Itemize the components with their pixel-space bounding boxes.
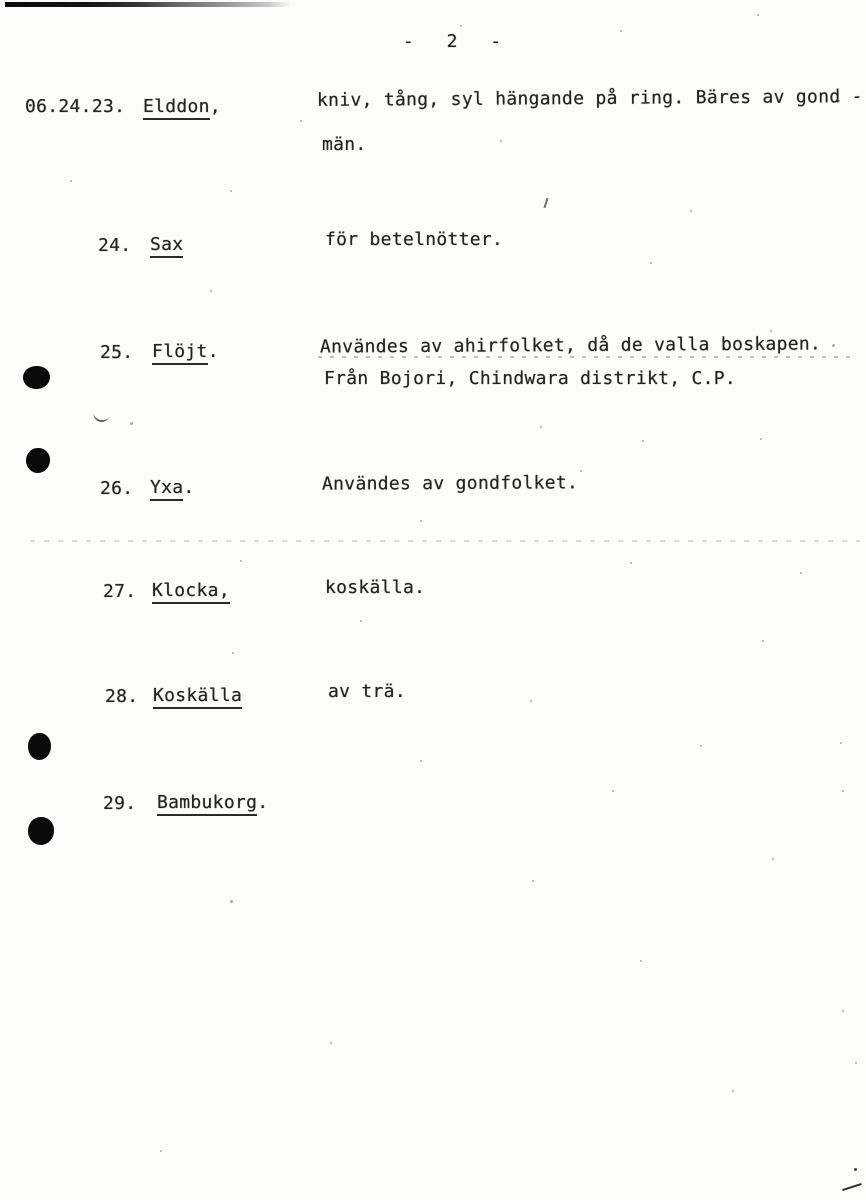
- corner-mark: [842, 1183, 862, 1191]
- entry-description: kniv, tång, syl hängande på ring. Bäres av gond -: [316, 86, 863, 111]
- paper-speck: [650, 262, 652, 264]
- paper-speck: [640, 960, 642, 962]
- paper-speck: [690, 210, 692, 212]
- entry-name: Klocka,: [152, 581, 230, 600]
- paper-speck: [832, 344, 835, 347]
- paper-speck: [232, 652, 234, 654]
- paper-speck: [160, 1150, 162, 1152]
- entry-description: Användes av ahirfolket, då de valla boskapen.: [319, 333, 822, 358]
- hole-punch-mark: [23, 366, 50, 389]
- entry-name: Koskälla: [153, 686, 242, 705]
- paper-speck: [532, 880, 534, 882]
- scan-noise-line: [30, 540, 860, 542]
- entry-name: Bambukorg.: [157, 793, 268, 812]
- paper-speck: [300, 120, 302, 122]
- entry-description: Från Bojori, Chindwara distrikt, C.P.: [324, 368, 737, 389]
- paper-speck: [840, 742, 842, 744]
- paper-speck: [230, 900, 233, 903]
- paper-speck: [800, 572, 802, 574]
- entry-number: 25.: [100, 342, 134, 363]
- hole-punch-mark: [28, 817, 54, 845]
- hole-punch-mark: [26, 448, 50, 473]
- paper-speck: [70, 180, 72, 182]
- paper-speck: [500, 140, 502, 142]
- paper-speck: [762, 640, 764, 642]
- paper-speck: [130, 422, 133, 425]
- paper-speck: [460, 25, 462, 27]
- paper-speck: [855, 1062, 857, 1064]
- page-number: - 2 -: [402, 31, 504, 52]
- stray-mark: [544, 198, 549, 208]
- paper-speck: [530, 700, 532, 702]
- entry-description: av trä.: [328, 681, 406, 702]
- entry-number: 27.: [103, 581, 137, 602]
- paper-speck: [842, 790, 844, 792]
- paper-speck: [732, 1090, 734, 1092]
- paper-speck: [842, 1010, 844, 1012]
- entry-name: Yxa.: [150, 478, 195, 497]
- entry-name: Flöjt.: [152, 342, 219, 361]
- paper-speck: [210, 290, 212, 292]
- entry-description: Användes av gondfolket.: [321, 472, 579, 495]
- paper-speck: [700, 745, 702, 747]
- paper-speck: [630, 562, 632, 564]
- entry-description: för betelnötter.: [325, 229, 504, 250]
- entry-number: 28.: [105, 686, 139, 707]
- entry-number: 24.: [98, 235, 132, 256]
- paper-speck: [420, 760, 422, 762]
- paper-speck: [330, 1042, 332, 1044]
- entry-description: koskälla.: [325, 577, 426, 598]
- scan-edge-bar: [5, 2, 291, 7]
- entry-description: män.: [322, 134, 367, 155]
- paper-speck: [360, 620, 362, 622]
- entry-name: Sax: [150, 235, 183, 254]
- entry-number: 06.24.23.: [25, 96, 126, 117]
- paper-speck: [760, 438, 762, 440]
- paper-speck: [420, 520, 422, 522]
- pen-mark: [92, 410, 110, 423]
- entry-number: 26.: [100, 478, 134, 499]
- paper-speck: [772, 858, 774, 860]
- entry-name: Elddon,: [143, 97, 221, 116]
- paper-speck: [580, 470, 582, 472]
- paper-speck: [240, 560, 242, 562]
- hole-punch-mark: [28, 733, 51, 760]
- paper-speck: [642, 440, 644, 442]
- paper-speck: [540, 426, 542, 428]
- paper-speck: [757, 14, 759, 16]
- paper-speck: [612, 790, 614, 792]
- entry-number: 29.: [103, 793, 137, 814]
- paper-speck: [230, 190, 232, 192]
- paper-speck: [770, 330, 772, 332]
- corner-mark: [854, 1168, 857, 1171]
